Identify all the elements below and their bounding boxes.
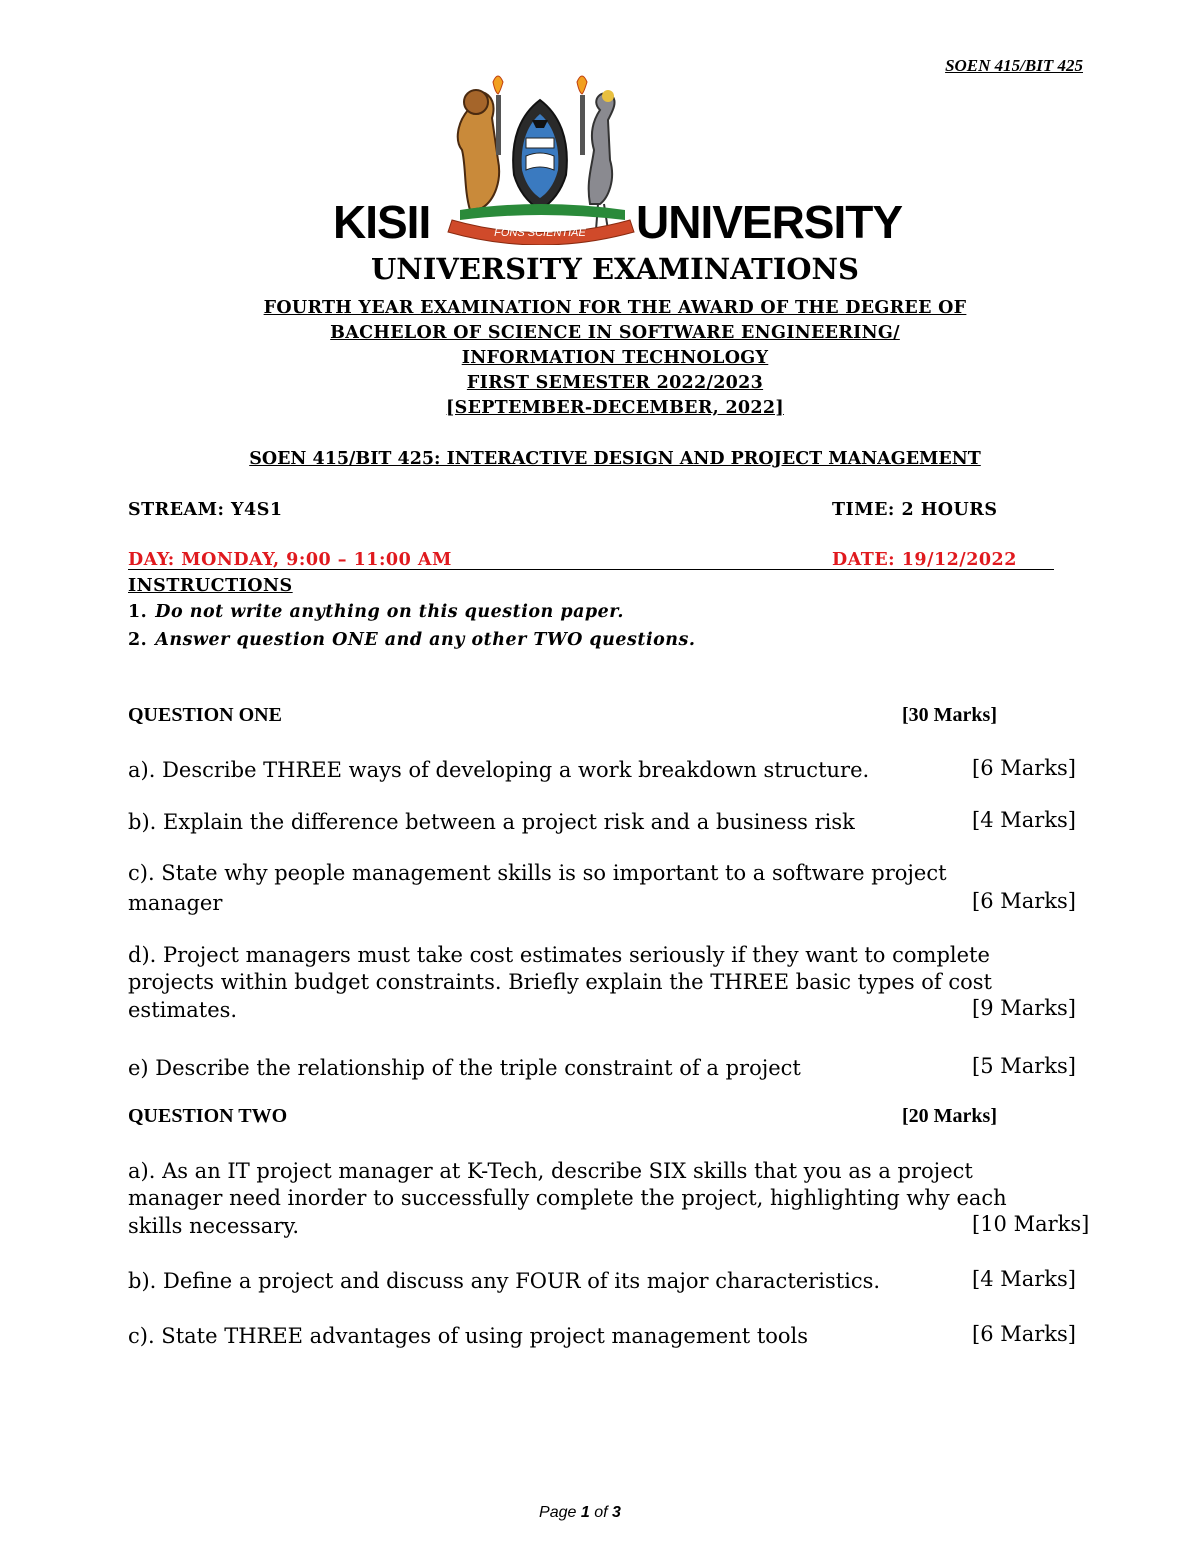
question-item: e) Describe the relationship of the triple constraint of a project (128, 1056, 801, 1080)
subtitle-line: FIRST SEMESTER 2022/2023 (466, 373, 764, 393)
stream-label: STREAM: Y4S1 (128, 500, 283, 520)
item-marks: [6 Marks] (972, 1322, 1076, 1346)
question-item: b). Define a project and discuss any FOUR of its major characteristics. (128, 1269, 881, 1293)
question-item: a). As an IT project manager at K-Tech, describe SIX skills that you as a project (128, 1159, 973, 1183)
footer-total-pages: 3 (612, 1504, 621, 1521)
page-footer (0, 1504, 1160, 1522)
question-one-title: QUESTION ONE (128, 704, 282, 726)
item-marks: [6 Marks] (972, 889, 1076, 913)
question-item: d). Project managers must take cost estimates seriously if they want to complete (128, 943, 990, 967)
subtitle-line: BACHELOR OF SCIENCE IN SOFTWARE ENGINEERING/ (330, 323, 900, 343)
question-item: c). State THREE advantages of using project management tools (128, 1324, 809, 1348)
date-label: DATE: 19/12/2022 (832, 550, 1017, 570)
subtitle-line: [SEPTEMBER-DECEMBER, 2022] (446, 398, 784, 418)
question-two-title: QUESTION TWO (128, 1105, 288, 1127)
day-label: DAY: MONDAY, 9:00 – 11:00 AM (128, 550, 452, 570)
question-item: c). State why people management skills is so important to a software project (128, 861, 947, 885)
item-marks: [10 Marks] (972, 1212, 1090, 1236)
question-item: a). Describe THREE ways of developing a work breakdown structure. (128, 758, 870, 782)
item-marks: [4 Marks] (972, 808, 1076, 832)
divider-line (128, 569, 1054, 570)
instruction-number: 2. (128, 630, 148, 650)
question-two-marks: [20 Marks] (902, 1105, 997, 1127)
instruction-number: 1. (128, 602, 148, 622)
question-item-cont: skills necessary. (128, 1214, 300, 1238)
question-item-cont: manager need inorder to successfully complete the project, highlighting why each (128, 1186, 1007, 1210)
time-label: TIME: 2 HOURS (832, 500, 998, 520)
logo-right-word: UNIVERSITY (636, 196, 903, 248)
logo-left-word: KISII (333, 196, 431, 248)
instruction-item (128, 630, 695, 650)
question-item-cont: estimates. (128, 998, 238, 1022)
item-marks: [5 Marks] (972, 1054, 1076, 1078)
subtitle-line: INFORMATION TECHNOLOGY (461, 348, 769, 368)
instruction-item (128, 602, 624, 622)
course-title: SOEN 415/BIT 425: INTERACTIVE DESIGN AND PROJECT MANAGEMENT (249, 449, 981, 469)
subtitle-line: FOURTH YEAR EXAMINATION FOR THE AWARD OF THE DEGREE OF (263, 298, 967, 318)
question-item: b). Explain the difference between a project risk and a business risk (128, 810, 855, 834)
exam-title: UNIVERSITY EXAMINATIONS (371, 252, 859, 286)
footer-of-word: of (594, 1504, 608, 1521)
header-course-code: SOEN 415/BIT 425 (945, 56, 1083, 75)
item-marks: [4 Marks] (972, 1267, 1076, 1291)
item-marks: [6 Marks] (972, 756, 1076, 780)
footer-page-word: Page (539, 1504, 577, 1521)
item-marks: [9 Marks] (972, 996, 1076, 1020)
question-item-cont: manager (128, 891, 223, 915)
question-item-cont: projects within budget constraints. Briefly explain the THREE basic types of cost (128, 970, 992, 994)
motto-text: FONS SCIENTIAE (494, 227, 586, 239)
question-one-marks: [30 Marks] (902, 704, 997, 726)
instructions-title: INSTRUCTIONS (128, 576, 293, 596)
footer-current-page: 1 (580, 1504, 590, 1521)
university-crest-logo (440, 70, 640, 245)
instruction-text: Do not write anything on this question paper. (155, 602, 624, 622)
instruction-text: Answer question ONE and any other TWO questions. (155, 630, 696, 650)
